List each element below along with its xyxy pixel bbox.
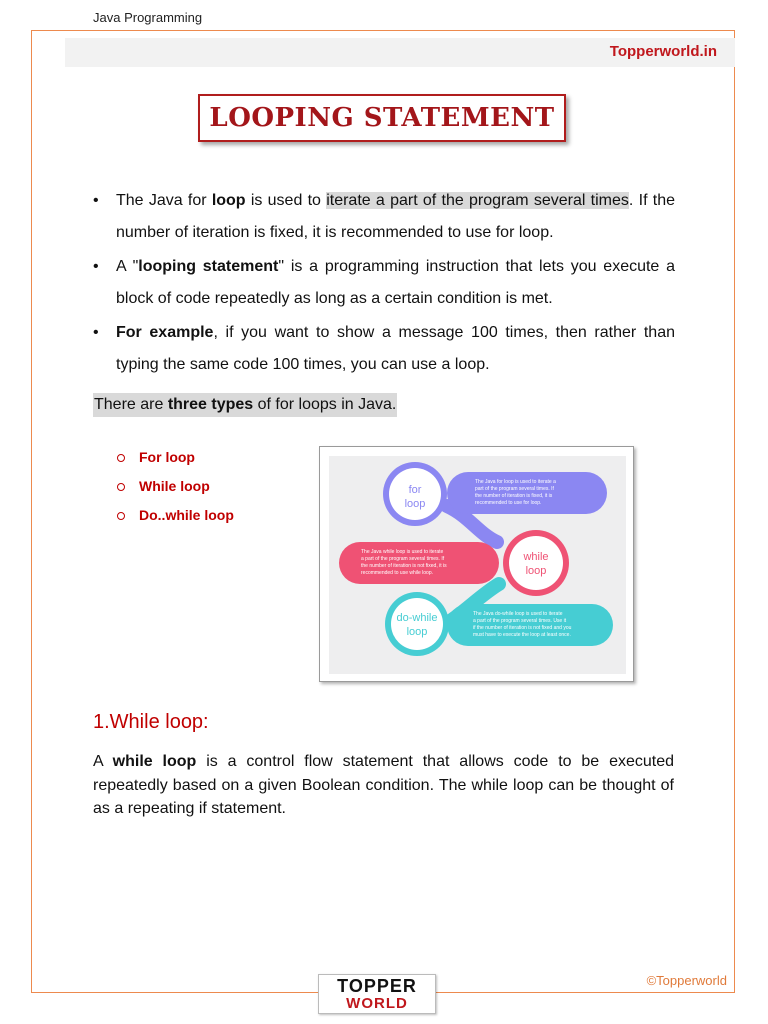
while-label-line: loop: [525, 565, 547, 577]
bold-text: looping statement: [138, 258, 279, 275]
loop-type-list: [117, 443, 234, 530]
highlighted-text: iterate a part of the program several times: [326, 192, 629, 209]
brand-link[interactable]: Topperworld.in: [609, 43, 717, 60]
for-label-line: for: [408, 484, 422, 496]
loop-type-item: Do..while loop: [117, 501, 234, 530]
while-desc-line: the number of iteration is not fixed, it is: [361, 563, 447, 569]
text: . If the number of iteration is fixed, it is recommended to use for loop.: [116, 192, 676, 241]
for-label-line: loop: [404, 498, 426, 510]
bullet-item: [93, 251, 675, 315]
title-box: [198, 94, 566, 142]
text: A ": [116, 258, 139, 275]
page-title: LOOPING STATEMENT: [209, 103, 555, 133]
while-ring-inner: [509, 536, 563, 590]
while-desc-line: The Java while loop is used to iterate: [361, 549, 444, 555]
for-desc-line: recommended to use for loop.: [475, 500, 542, 506]
loop-diagram-figure: [319, 446, 634, 682]
text: is used to: [245, 192, 327, 209]
bold-text: loop: [211, 192, 246, 209]
brand-bar: [65, 38, 735, 67]
footer-logo: [318, 974, 436, 1014]
for-desc-line: the number of iteration is fixed, it is: [475, 493, 553, 499]
bold-text: three types: [167, 396, 254, 413]
for-desc-line: part of the program several times. If: [475, 486, 554, 492]
text: A: [93, 753, 113, 770]
section-heading: 1.While loop:: [93, 711, 209, 733]
dowhile-ring-inner: [391, 598, 443, 650]
dowhile-label-line: loop: [406, 626, 428, 638]
while-desc-line: a part of the program several times. If: [361, 556, 445, 562]
while-loop-paragraph: [93, 750, 674, 821]
running-head: Java Programming: [93, 10, 203, 25]
text: , if you want to show a message 100 times, then rather than typing the same code 100 times, you can use a loop.: [116, 324, 676, 373]
loop-diagram: [329, 456, 626, 674]
while-desc-line: recommended to use while loop.: [361, 570, 433, 576]
bullet-item: [93, 317, 675, 381]
types-intro: [93, 393, 397, 417]
for-desc-line: The Java for loop is used to iterate a: [475, 479, 556, 485]
bold-text: For example: [116, 324, 214, 341]
text: of for loops in Java.: [253, 396, 397, 413]
text: There are: [94, 396, 168, 413]
bullet-list: [93, 185, 675, 383]
bold-text: while loop: [112, 753, 197, 770]
dowhile-desc-line: a part of the program several times. Use it: [473, 618, 567, 624]
dowhile-label-line: do-while: [396, 612, 438, 624]
logo-bottom-text: WORLD: [346, 995, 408, 1012]
loop-type-item: While loop: [117, 472, 234, 501]
loop-type-item: For loop: [117, 443, 234, 472]
dowhile-desc-line: must have to execute the loop at least once.: [473, 632, 571, 638]
logo-top-text: TOPPER: [337, 976, 417, 996]
text: is a control flow statement that allows code to be executed repeatedly based on a given Boolean condition. The while loop can be thought of as a repeating if statement.: [93, 753, 675, 817]
while-label-line: while: [523, 551, 549, 563]
text: " is a programming instruction that lets you execute a block of code repeatedly as long as a certain condition is met.: [116, 258, 676, 307]
dowhile-desc-line: if the number of iteration is not fixed and you: [473, 625, 572, 631]
text: The Java for: [116, 192, 212, 209]
footer-copyright: ©Topperworld: [646, 973, 727, 988]
bullet-item: [93, 185, 675, 249]
dowhile-desc-line: The Java do-while loop is used to iterate: [473, 611, 563, 617]
